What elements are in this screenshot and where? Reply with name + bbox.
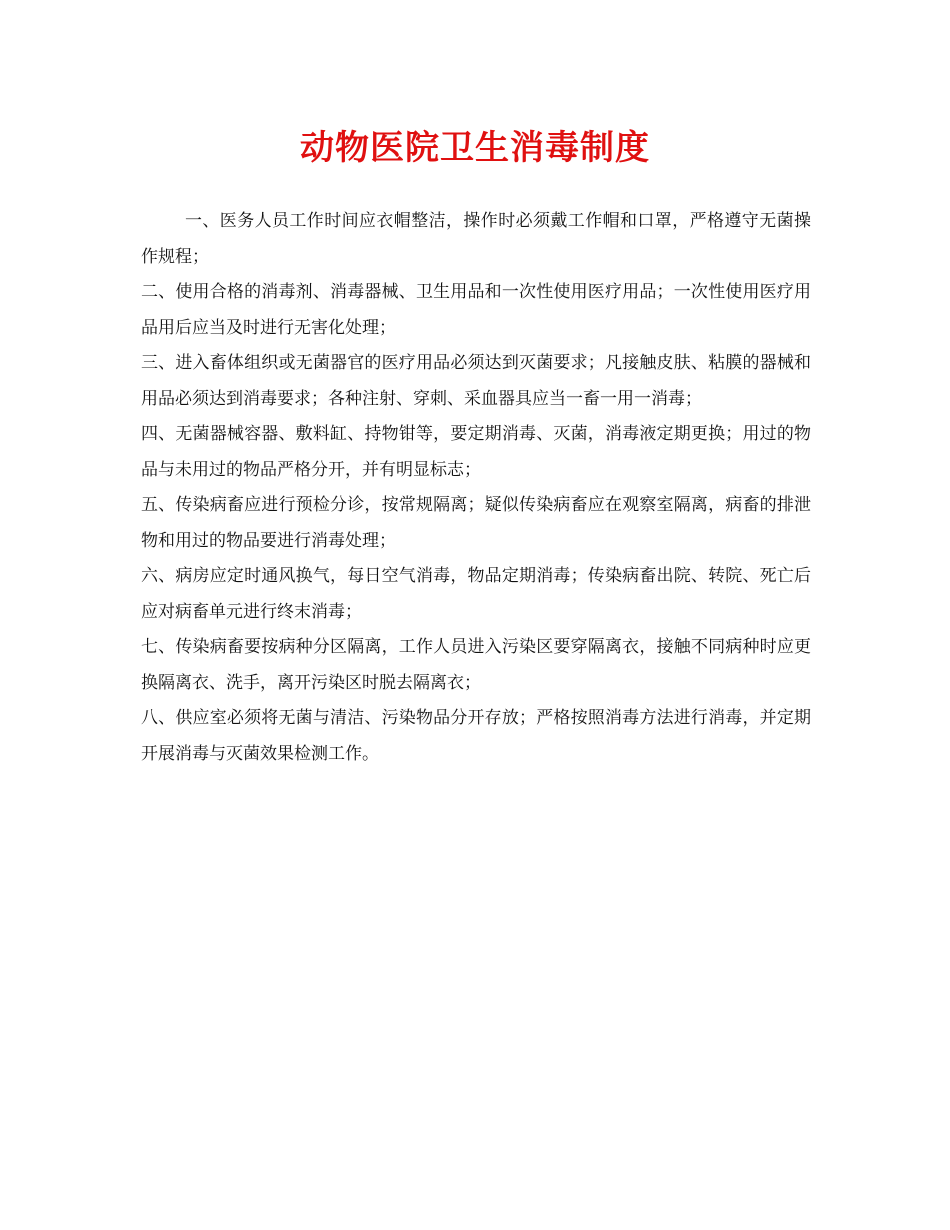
paragraph-6: 六、病房应定时通风换气，每日空气消毒，物品定期消毒；传染病畜出院、转院、死亡后应对病畜单元进行终末消毒； [141, 566, 811, 622]
paragraph-4: 四、无菌器械容器、敷料缸、持物钳等，要定期消毒、灭菌，消毒液定期更换；用过的物品与未用过的物品严格分开，并有明显标志； [141, 424, 811, 480]
document-body [141, 204, 811, 772]
paragraph-8: 八、供应室必须将无菌与清洁、污染物品分开存放；严格按照消毒方法进行消毒，并定期开展消毒与灭菌效果检测工作。 [141, 708, 811, 764]
paragraph-7: 七、传染病畜要按病种分区隔离，工作人员进入污染区要穿隔离衣，接触不同病种时应更换隔离衣、洗手，离开污染区时脱去隔离衣； [141, 637, 811, 693]
paragraph-1: 一、医务人员工作时间应衣帽整洁，操作时必须戴工作帽和口罩，严格遵守无菌操作规程； [141, 211, 811, 267]
paragraph-3: 三、进入畜体组织或无菌器官的医疗用品必须达到灭菌要求；凡接触皮肤、粘膜的器械和用品必须达到消毒要求；各种注射、穿刺、采血器具应当一畜一用一消毒； [141, 353, 811, 409]
paragraph-2: 二、使用合格的消毒剂、消毒器械、卫生用品和一次性使用医疗用品；一次性使用医疗用品用后应当及时进行无害化处理； [141, 282, 811, 338]
paragraph-5: 五、传染病畜应进行预检分诊，按常规隔离；疑似传染病畜应在观察室隔离，病畜的排泄物和用过的物品要进行消毒处理； [141, 495, 811, 551]
document-title: 动物医院卫生消毒制度 [300, 128, 650, 168]
